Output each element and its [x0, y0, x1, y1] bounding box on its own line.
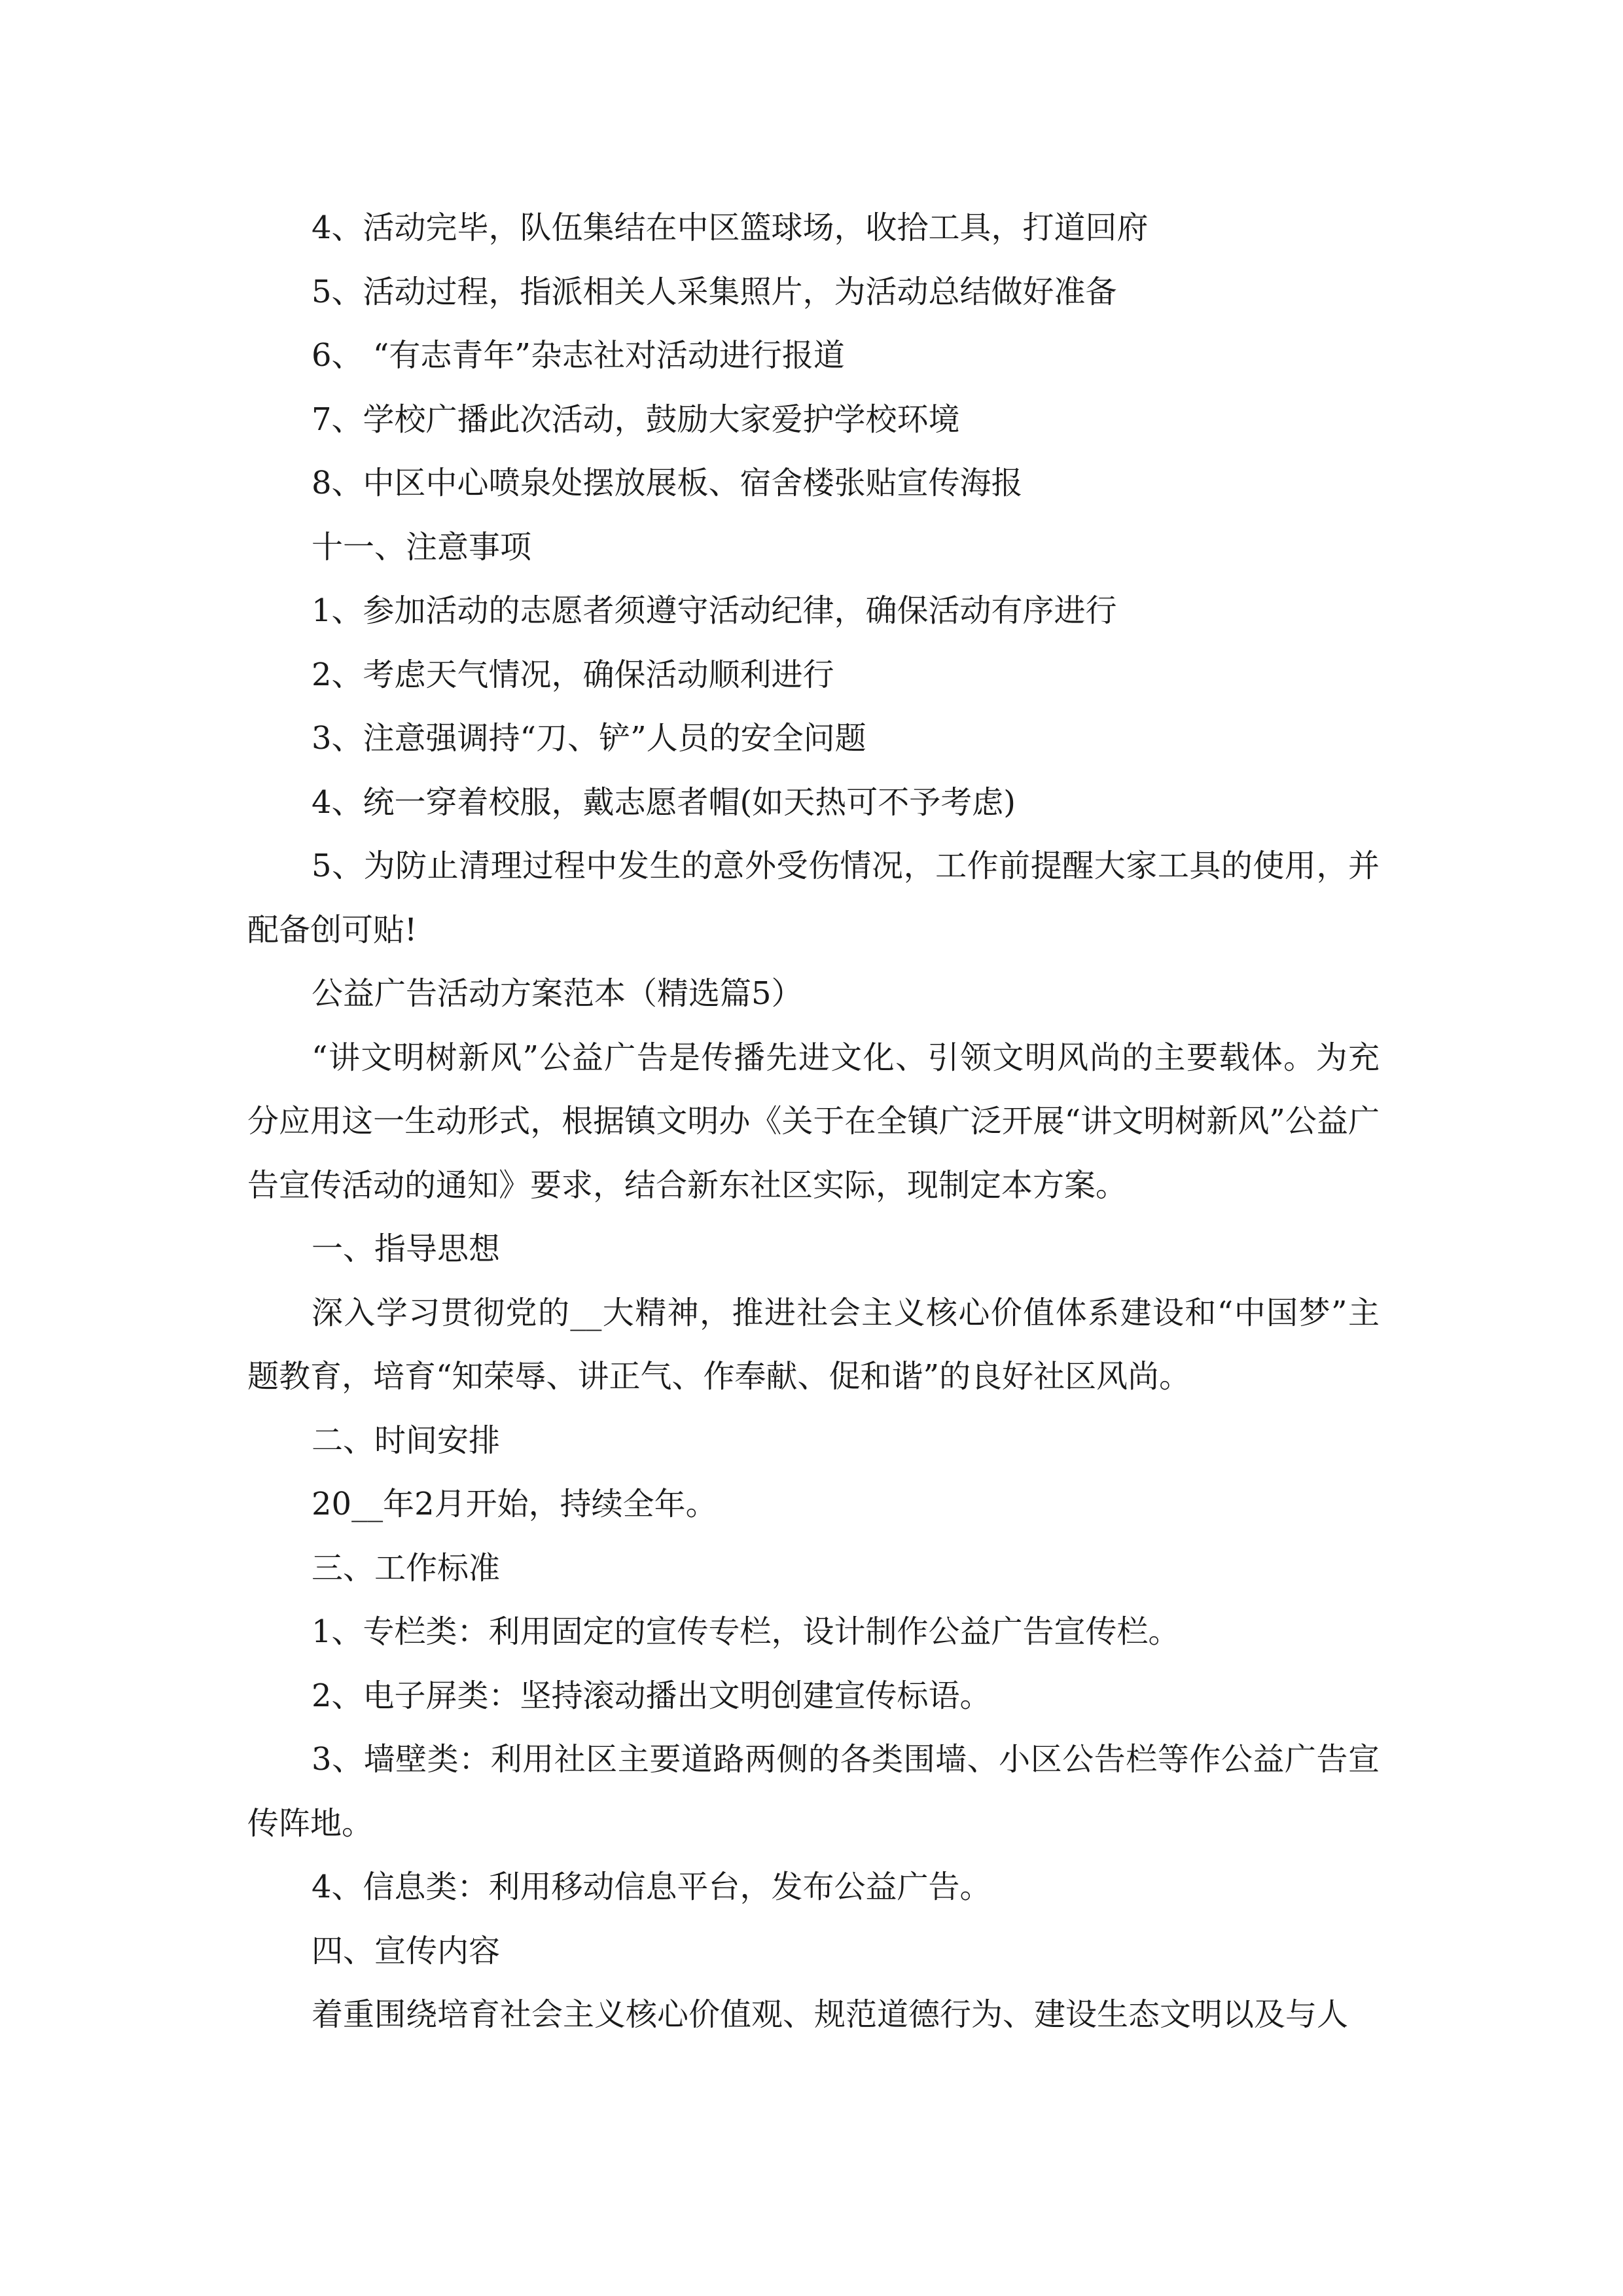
- standard-item-4: 4、信息类：利用移动信息平台，发布公益广告。: [312, 1869, 991, 1905]
- intro-paragraph: “讲文明树新风”公益广告是传播先进文化、引领文明风尚的主要载体。为充分应用这一生动形式，根据镇文明办《关于在全镇广泛开展“讲文明树新风”公益广告宣传活动的通知》要求，结合新东社区实际，现制定本方案。: [247, 1039, 1380, 1204]
- standard-item-2: 2、电子屏类：坚持滚动播出文明创建宣传标语。: [312, 1677, 991, 1714]
- standard-item-3: 3、墙壁类：利用社区主要道路两侧的各类围墙、小区公告栏等作公益广告宣传阵地。: [247, 1741, 1380, 1842]
- note-item-5: 5、为防止清理过程中发生的意外受伤情况，工作前提醒大家工具的使用，并配备创可贴!: [247, 848, 1380, 948]
- list-item-5-photos: 5、活动过程，指派相关人采集照片，为活动总结做好准备: [312, 273, 1117, 310]
- schedule-text: 20__年2月开始，持续全年。: [312, 1486, 717, 1522]
- guiding-ideology-text: 深入学习贯彻党的__大精神，推进社会主义核心价值体系建设和“中国梦”主题教育，培育“知荣辱、讲正气、作奉献、促和谐”的良好社区风尚。: [247, 1294, 1380, 1395]
- section-heading-schedule: 二、时间安排: [312, 1422, 501, 1459]
- list-item-8-posters: 8、中区中心喷泉处摆放展板、宿舍楼张贴宣传海报: [312, 465, 1023, 501]
- standard-item-1: 1、专栏类：利用固定的宣传专栏，设计制作公益广告宣传栏。: [312, 1613, 1180, 1650]
- section-heading-guiding-ideology: 一、指导思想: [312, 1230, 501, 1267]
- note-item-3: 3、注意强调持“刀、铲”人员的安全问题: [312, 720, 866, 757]
- section-heading-notes: 十一、注意事项: [312, 528, 532, 565]
- document-body: [247, 196, 1380, 2047]
- content-paragraph: 着重围绕培育社会主义核心价值观、规范道德行为、建设生态文明以及与人: [312, 1996, 1349, 2033]
- note-item-1: 1、参加活动的志愿者须遵守活动纪律，确保活动有序进行: [312, 592, 1117, 629]
- list-item-4-finish: 4、活动完毕，队伍集结在中区篮球场，收拾工具，打道回府: [312, 209, 1149, 246]
- section-heading-content: 四、宣传内容: [312, 1932, 501, 1969]
- article-title: 公益广告活动方案范本（精选篇5）: [312, 975, 803, 1012]
- list-item-7-broadcast: 7、学校广播此次活动，鼓励大家爱护学校环境: [312, 401, 960, 438]
- section-heading-standards: 三、工作标准: [312, 1549, 501, 1587]
- note-item-2: 2、考虑天气情况，确保活动顺利进行: [312, 656, 834, 693]
- list-item-6-report: 6、 “有志青年”杂志社对活动进行报道: [312, 337, 845, 374]
- note-item-4: 4、统一穿着校服，戴志愿者帽(如天热可不予考虑): [312, 783, 1016, 821]
